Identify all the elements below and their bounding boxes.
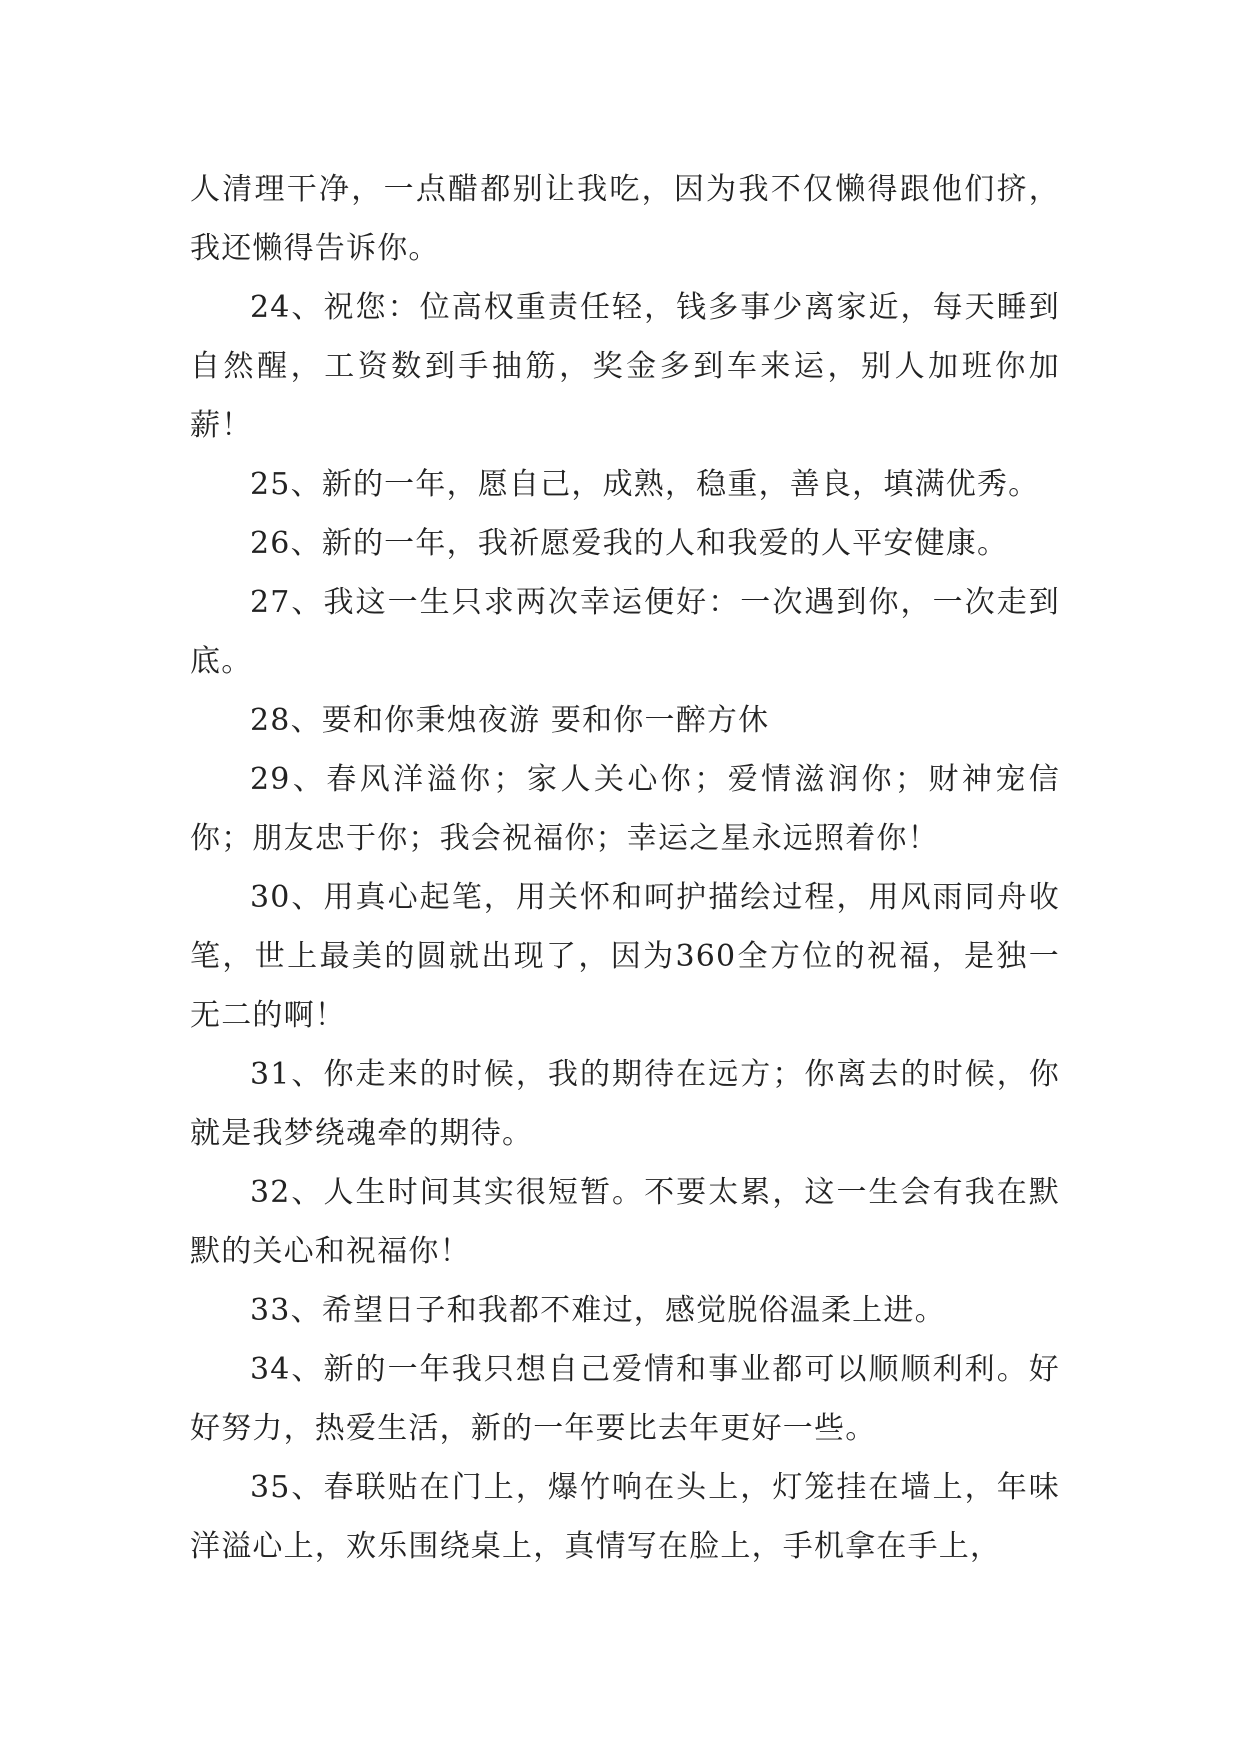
document-body xyxy=(190,160,1060,1576)
paragraph-32: 32、人生时间其实很短暂。不要太累，这一生会有我在默默的关心和祝福你！ xyxy=(190,1175,1060,1269)
paragraph-29: 29、春风洋溢你；家人关心你；爱情滋润你；财神宠信你；朋友忠于你；我会祝福你；幸运之星永远照着你！ xyxy=(190,762,1060,856)
paragraph-continued: 人清理干净，一点醋都别让我吃，因为我不仅懒得跟他们挤，我还懒得告诉你。 xyxy=(190,172,1060,266)
paragraph-26: 26、新的一年，我祈愿爱我的人和我爱的人平安健康。 xyxy=(250,526,1009,561)
paragraph-25: 25、新的一年，愿自己，成熟，稳重，善良，填满优秀。 xyxy=(250,467,1040,502)
paragraph-35: 35、春联贴在门上，爆竹响在头上，灯笼挂在墙上，年味洋溢心上，欢乐围绕桌上，真情写在脸上，手机拿在手上， xyxy=(190,1470,1060,1564)
paragraph-27: 27、我这一生只求两次幸运便好：一次遇到你，一次走到底。 xyxy=(190,585,1060,679)
paragraph-33: 33、希望日子和我都不难过，感觉脱俗温柔上进。 xyxy=(250,1293,946,1328)
paragraph-34: 34、新的一年我只想自己爱情和事业都可以顺顺利利。好好努力，热爱生活，新的一年要比去年更好一些。 xyxy=(190,1352,1060,1446)
paragraph-24: 24、祝您：位高权重责任轻，钱多事少离家近，每天睡到自然醒，工资数到手抽筋，奖金多到车来运，别人加班你加薪！ xyxy=(190,290,1060,443)
paragraph-28: 28、要和你秉烛夜游 要和你一醉方休 xyxy=(250,703,770,738)
paragraph-30: 30、用真心起笔，用关怀和呵护描绘过程，用风雨同舟收笔，世上最美的圆就出现了，因为360全方位的祝福，是独一无二的啊！ xyxy=(190,880,1060,1033)
paragraph-31: 31、你走来的时候，我的期待在远方；你离去的时候，你就是我梦绕魂牵的期待。 xyxy=(190,1057,1060,1151)
